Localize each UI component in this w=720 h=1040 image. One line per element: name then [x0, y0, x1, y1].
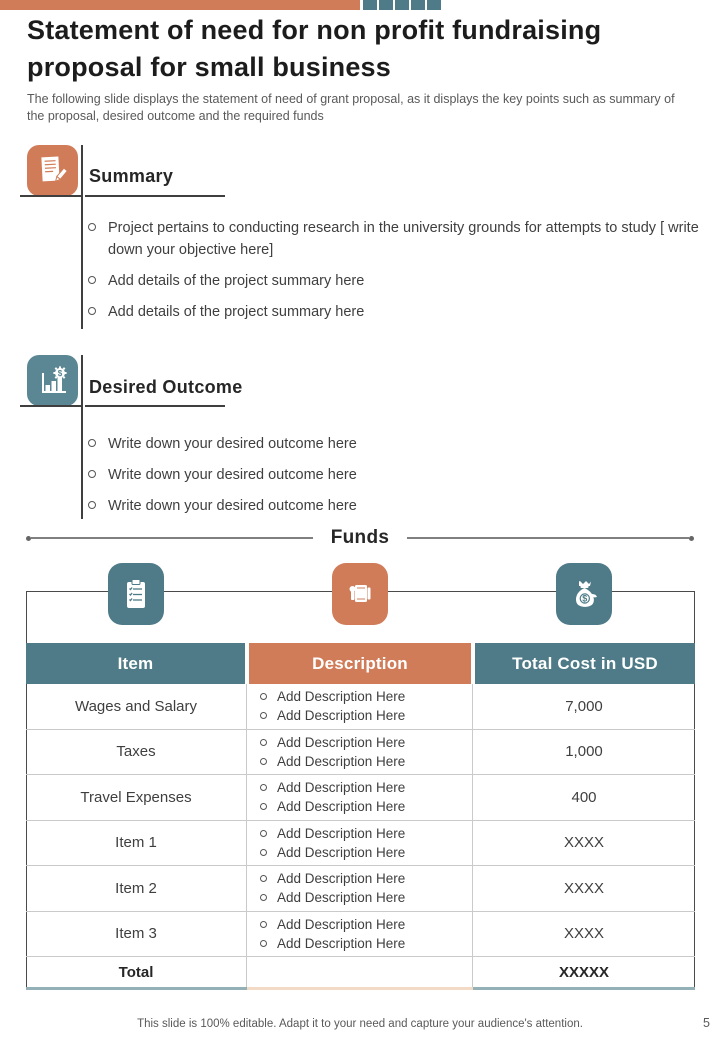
table-row-description — [247, 821, 473, 867]
description-text: Add Description Here — [277, 799, 406, 815]
top-bar-teal-segment — [427, 0, 441, 10]
description-text: Add Description Here — [277, 935, 406, 951]
bullet-circle-icon — [260, 693, 267, 700]
bullet-circle-icon — [260, 803, 267, 810]
bullet-text: Project pertains to conducting research in the university grounds for attempts to study [ write down your objective here] — [108, 220, 699, 258]
table-row-item: Item 2 — [26, 866, 247, 912]
funds-table-body — [26, 684, 695, 987]
table-row-cost: XXXX — [473, 866, 695, 912]
funds-table-header — [26, 643, 695, 684]
table-row-item: Taxes — [26, 730, 247, 776]
description-text: Add Description Here — [277, 708, 406, 724]
table-row-item: Item 3 — [26, 912, 247, 958]
footer-note: This slide is 100% editable. Adapt it to your need and capture your audience's attention. — [137, 1018, 583, 1030]
bullet-circle-icon — [88, 223, 96, 231]
table-bottom-strip-teal — [473, 987, 695, 990]
bullet-circle-icon — [88, 439, 96, 447]
description-text: Add Description Here — [277, 734, 406, 750]
page-number: 5 — [703, 1016, 710, 1030]
summary-heading: Summary — [89, 166, 174, 186]
description-text: Add Description Here — [277, 844, 406, 860]
table-row-description — [247, 775, 473, 821]
document-pencil-icon — [27, 145, 78, 196]
table-row-cost: XXXX — [473, 821, 695, 867]
divider-line-left — [31, 537, 313, 539]
divider-line-right — [407, 537, 689, 539]
table-row-description — [247, 866, 473, 912]
list-item — [88, 217, 700, 261]
bullet-circle-icon — [260, 830, 267, 837]
bullet-circle-icon — [88, 276, 96, 284]
bullet-circle-icon — [260, 894, 267, 901]
top-bar-orange — [0, 0, 360, 10]
svg-text:$: $ — [57, 368, 62, 378]
table-row-cost: 1,000 — [473, 730, 695, 776]
top-bar-teal-segment — [411, 0, 425, 10]
bullet-circle-icon — [260, 849, 267, 856]
summary-bullet-list — [88, 217, 700, 332]
table-total-description-empty — [247, 957, 473, 987]
header-cell-item: Item — [26, 643, 245, 684]
header-cell-total-cost: Total Cost in USD — [475, 643, 695, 684]
table-row-item: Travel Expenses — [26, 775, 247, 821]
description-text: Add Description Here — [277, 871, 406, 887]
description-text: Add Description Here — [277, 890, 406, 906]
slide-subtitle: The following slide displays the statement of need of grant proposal, as it displays the key points such as summary of the proposal, desired outcome and the required funds — [27, 92, 675, 123]
table-bottom-strip-teal — [26, 987, 247, 990]
bullet-text: Write down your desired outcome here — [108, 498, 357, 514]
summary-icon-underline — [20, 195, 83, 197]
hand-money-icon — [332, 563, 388, 625]
list-item — [88, 495, 700, 517]
bullet-circle-icon — [88, 470, 96, 478]
top-bar-teal-segment — [395, 0, 409, 10]
table-row-description — [247, 730, 473, 776]
bullet-circle-icon — [260, 940, 267, 947]
table-row-description — [247, 912, 473, 958]
bullet-circle-icon — [260, 784, 267, 791]
funds-section-divider — [26, 527, 694, 549]
svg-text:$: $ — [582, 593, 588, 604]
clipboard-list-icon — [108, 563, 164, 625]
outcome-divider-vertical — [81, 355, 83, 519]
description-text: Add Description Here — [277, 916, 406, 932]
list-item — [88, 433, 700, 455]
description-text: Add Description Here — [277, 689, 406, 705]
bullet-circle-icon — [88, 501, 96, 509]
bullet-circle-icon — [260, 921, 267, 928]
bullet-text: Add details of the project summary here — [108, 273, 365, 289]
bullet-circle-icon — [260, 758, 267, 765]
outcome-bullet-list — [88, 433, 700, 526]
slide-title: Statement of need for non profit fundraising proposal for small business — [27, 15, 602, 82]
divider-dot-right — [689, 536, 694, 541]
table-total-value: XXXXX — [558, 963, 610, 981]
outcome-icon-underline — [20, 405, 83, 407]
header-cell-description: Description — [249, 643, 471, 684]
description-text: Add Description Here — [277, 753, 406, 769]
bullet-circle-icon — [88, 307, 96, 315]
description-text: Add Description Here — [277, 825, 406, 841]
table-row-cost: XXXX — [473, 912, 695, 958]
bullet-text: Write down your desired outcome here — [108, 467, 357, 483]
table-row-item: Wages and Salary — [26, 684, 247, 730]
bullet-circle-icon — [260, 739, 267, 746]
outcome-heading: Desired Outcome — [89, 377, 243, 397]
list-item — [88, 301, 700, 323]
bullet-text: Add details of the project summary here — [108, 304, 365, 320]
list-item — [88, 270, 700, 292]
table-bottom-strip-peach — [247, 987, 473, 990]
table-row-cost: 400 — [473, 775, 695, 821]
summary-heading-underline — [85, 195, 225, 197]
bullet-circle-icon — [260, 875, 267, 882]
chart-gear-icon — [27, 355, 78, 406]
list-item — [88, 464, 700, 486]
table-total-label: Total — [26, 957, 247, 987]
outcome-heading-underline — [85, 405, 225, 407]
top-bar-teal-segment — [379, 0, 393, 10]
top-bar-teal-segment — [363, 0, 377, 10]
table-row-item: Item 1 — [26, 821, 247, 867]
bullet-text: Write down your desired outcome here — [108, 436, 357, 452]
table-row-cost: 7,000 — [473, 684, 695, 730]
summary-divider-vertical — [81, 145, 83, 329]
table-row-description — [247, 684, 473, 730]
bullet-circle-icon — [260, 712, 267, 719]
funds-heading: Funds — [330, 527, 390, 548]
money-bag-icon — [556, 563, 612, 625]
description-text: Add Description Here — [277, 780, 406, 796]
